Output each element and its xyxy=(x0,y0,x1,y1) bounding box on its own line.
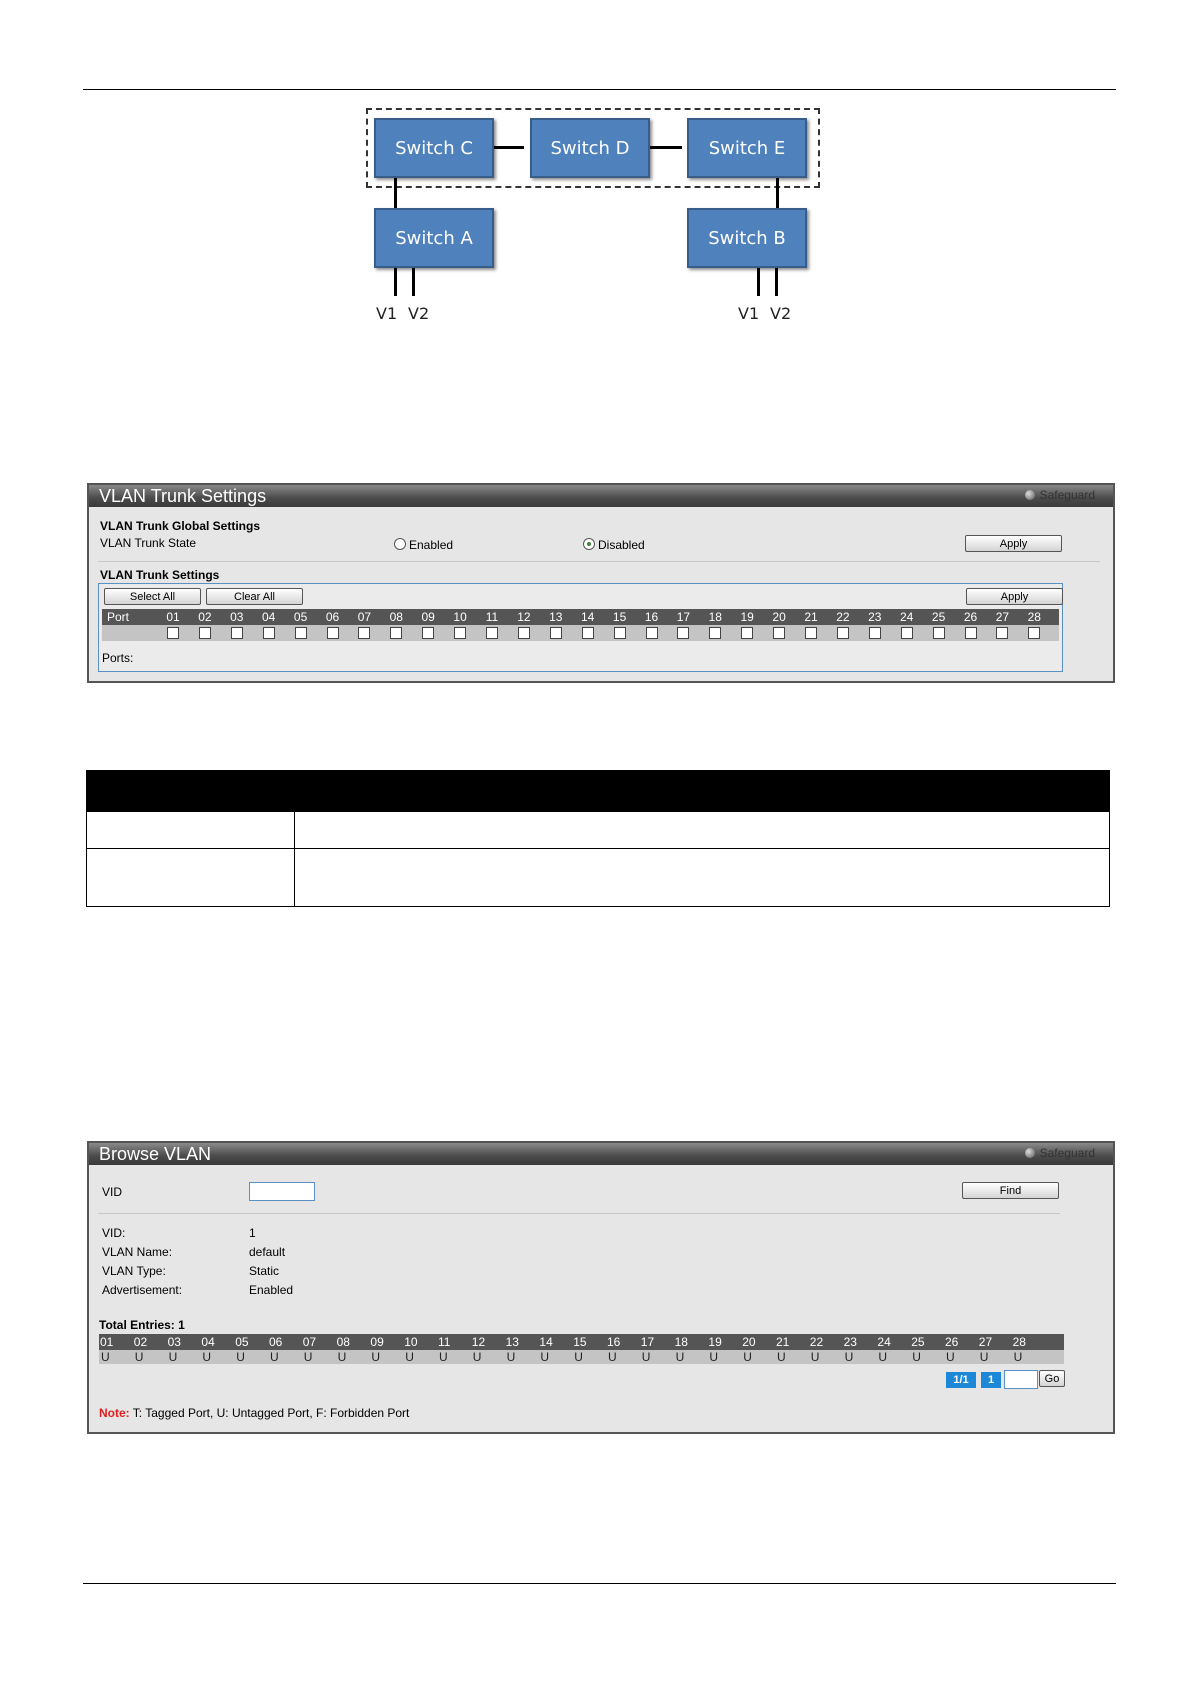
port-checkbox[interactable] xyxy=(486,627,498,639)
browse-port-value-row xyxy=(99,1350,1064,1364)
trunk-port-header: 27 xyxy=(995,610,1010,624)
browse-port-header: 15 xyxy=(573,1335,587,1349)
trunk-port-header: 25 xyxy=(931,610,946,624)
browse-port-value: U xyxy=(337,1350,347,1364)
port-checkbox[interactable] xyxy=(805,627,817,639)
trunk-port-header: 11 xyxy=(485,610,499,624)
apply-ports-button[interactable]: Apply xyxy=(966,588,1063,605)
port-checkbox[interactable] xyxy=(358,627,370,639)
browse-port-header: 25 xyxy=(911,1335,925,1349)
browse-port-header: 12 xyxy=(471,1335,486,1349)
browse-port-value: U xyxy=(810,1350,820,1364)
trunk-port-header: 15 xyxy=(612,610,627,624)
browse-port-header: 22 xyxy=(809,1335,824,1349)
info-vid-label: VID: xyxy=(102,1226,126,1240)
trunk-port-header: 12 xyxy=(517,610,531,624)
port-checkbox[interactable] xyxy=(901,627,913,639)
browse-port-header: 18 xyxy=(674,1335,688,1349)
port-checkbox[interactable] xyxy=(295,627,307,639)
safeguard-icon xyxy=(1025,490,1035,500)
table-row xyxy=(87,849,1110,907)
panel-title: VLAN Trunk Settings xyxy=(99,486,267,506)
port-line-a-v1 xyxy=(394,268,397,296)
vid-input[interactable] xyxy=(249,1182,315,1201)
browse-port-header: 03 xyxy=(167,1335,181,1349)
port-checkbox[interactable] xyxy=(869,627,881,639)
browse-port-value: U xyxy=(168,1350,178,1364)
trunk-ports-box xyxy=(98,583,1063,672)
note-label: Note: xyxy=(99,1406,130,1420)
browse-port-header: 28 xyxy=(1012,1335,1026,1349)
enabled-radio[interactable] xyxy=(394,538,406,550)
browse-port-value: U xyxy=(439,1350,448,1364)
browse-port-value: U xyxy=(405,1350,414,1364)
browse-port-value: U xyxy=(1013,1350,1023,1364)
trunk-port-header-row xyxy=(102,609,1059,625)
safeguard-icon xyxy=(1025,1148,1035,1158)
port-checkbox[interactable] xyxy=(327,627,339,639)
link-c-d xyxy=(492,146,524,149)
port-checkbox[interactable] xyxy=(837,627,849,639)
browse-port-value: U xyxy=(675,1350,685,1364)
browse-port-value: U xyxy=(709,1350,719,1364)
browse-port-value: U xyxy=(574,1350,583,1364)
trunk-port-header: 03 xyxy=(230,610,244,624)
safeguard-label: Safeguard xyxy=(1039,1146,1095,1160)
trunk-port-header: 09 xyxy=(421,610,435,624)
safeguard-label: Safeguard xyxy=(1039,488,1095,502)
info-name-value: default xyxy=(249,1245,286,1259)
panel-header xyxy=(89,1143,1113,1165)
switch-e: Switch E xyxy=(687,118,807,178)
trunk-port-header: 23 xyxy=(868,610,882,624)
panel-title: Browse VLAN xyxy=(99,1144,212,1164)
browse-port-header: 21 xyxy=(776,1335,790,1349)
browse-port-value: U xyxy=(641,1350,651,1364)
browse-port-header: 07 xyxy=(302,1335,317,1349)
browse-port-value: U xyxy=(912,1350,921,1364)
port-line-a-v2 xyxy=(412,268,415,296)
ports-label: Ports: xyxy=(102,651,134,665)
trunk-port-header: 02 xyxy=(198,610,212,624)
port-line-b-v2 xyxy=(775,268,778,296)
section-divider xyxy=(98,1213,1060,1214)
find-button[interactable]: Find xyxy=(962,1182,1059,1199)
trunk-port-header: 22 xyxy=(836,610,850,624)
parameter-table xyxy=(86,770,1110,907)
browse-port-header-row xyxy=(99,1334,1064,1350)
browse-port-header: 17 xyxy=(640,1335,655,1349)
port-checkbox[interactable] xyxy=(709,627,721,639)
clear-all-button[interactable]: Clear All xyxy=(206,588,303,605)
disabled-radio-label: Disabled xyxy=(598,538,645,552)
browse-port-header: 26 xyxy=(945,1335,959,1349)
info-vid-value: 1 xyxy=(249,1226,256,1240)
trunk-port-header: 07 xyxy=(357,610,372,624)
trunk-port-header: 17 xyxy=(676,610,691,624)
table-cell xyxy=(295,812,1110,849)
trunk-port-header: 18 xyxy=(708,610,722,624)
browse-port-header: 13 xyxy=(505,1335,519,1349)
browse-port-header: 06 xyxy=(269,1335,283,1349)
browse-port-value: U xyxy=(303,1350,313,1364)
port-checkbox[interactable] xyxy=(965,627,977,639)
footer-rule xyxy=(83,1583,1116,1584)
browse-port-header: 02 xyxy=(133,1335,148,1349)
vlan-label-b-v1: V1 xyxy=(738,304,760,323)
port-checkbox[interactable] xyxy=(199,627,211,639)
browse-port-value: U xyxy=(472,1350,482,1364)
info-type-value: Static xyxy=(249,1264,280,1278)
browse-port-header: 20 xyxy=(742,1335,756,1349)
browse-port-value: U xyxy=(777,1350,786,1364)
browse-port-header: 08 xyxy=(336,1335,350,1349)
vlan-label-a-v2: V2 xyxy=(408,304,430,323)
trunk-port-header: 04 xyxy=(262,610,276,624)
table-cell xyxy=(87,849,295,907)
trunk-port-header: 08 xyxy=(389,610,403,624)
trunk-port-checkbox-row xyxy=(102,625,1059,641)
browse-port-value: U xyxy=(844,1350,854,1364)
port-checkbox[interactable] xyxy=(550,627,562,639)
port-checkbox[interactable] xyxy=(996,627,1008,639)
browse-port-header: 27 xyxy=(978,1335,993,1349)
trunk-port-header: 26 xyxy=(963,610,978,624)
table-header-cell xyxy=(87,771,295,812)
vlan-label-b-v2: V2 xyxy=(770,304,792,323)
panel-header xyxy=(89,485,1113,507)
port-checkbox[interactable] xyxy=(933,627,945,639)
browse-vlan-panel xyxy=(87,1141,1115,1434)
link-d-e xyxy=(650,146,682,149)
table-header-row xyxy=(87,771,1110,812)
trunk-port-header: 16 xyxy=(644,610,659,624)
switch-a: Switch A xyxy=(374,208,494,268)
trunk-state-label: VLAN Trunk State xyxy=(100,536,197,550)
go-button[interactable]: Go xyxy=(1039,1370,1065,1387)
browse-port-value: U xyxy=(101,1350,110,1364)
port-checkbox[interactable] xyxy=(167,627,179,639)
browse-port-value: U xyxy=(979,1350,989,1364)
trunk-port-header: 06 xyxy=(325,610,340,624)
browse-port-value: U xyxy=(371,1350,381,1364)
vlan-trunk-settings-panel xyxy=(87,483,1115,683)
port-checkbox[interactable] xyxy=(582,627,594,639)
switch-b: Switch B xyxy=(687,208,807,268)
browse-port-header: 05 xyxy=(235,1335,249,1349)
trunk-settings-heading: VLAN Trunk Settings xyxy=(100,568,220,582)
browse-port-value: U xyxy=(608,1350,617,1364)
port-checkbox[interactable] xyxy=(741,627,753,639)
page-number-button[interactable]: 1 xyxy=(981,1372,1001,1388)
browse-port-header: 01 xyxy=(100,1335,114,1349)
safeguard-indicator xyxy=(1025,488,1095,502)
browse-port-header: 11 xyxy=(438,1335,451,1349)
trunk-port-header: 28 xyxy=(1027,610,1041,624)
total-entries: Total Entries: 1 xyxy=(99,1318,185,1332)
browse-port-value: U xyxy=(270,1350,279,1364)
header-rule xyxy=(83,89,1116,90)
disabled-radio[interactable] xyxy=(583,538,595,550)
safeguard-indicator xyxy=(1025,1146,1095,1160)
table-header-cell xyxy=(295,771,1110,812)
link-c-a xyxy=(394,178,397,210)
note-text: T: Tagged Port, U: Untagged Port, F: Forbidden Port xyxy=(132,1406,410,1420)
browse-port-header: 19 xyxy=(708,1335,722,1349)
port-checkbox[interactable] xyxy=(390,627,402,639)
browse-port-header: 24 xyxy=(877,1335,891,1349)
info-type-label: VLAN Type: xyxy=(102,1264,166,1278)
port-checkbox[interactable] xyxy=(773,627,785,639)
browse-port-value: U xyxy=(202,1350,212,1364)
port-checkbox[interactable] xyxy=(646,627,658,639)
port-checkbox[interactable] xyxy=(263,627,275,639)
browse-port-value: U xyxy=(946,1350,955,1364)
note xyxy=(99,1406,409,1420)
port-checkbox[interactable] xyxy=(231,627,243,639)
trunk-port-header: 13 xyxy=(549,610,563,624)
info-adv-label: Advertisement: xyxy=(102,1283,183,1297)
trunk-port-header: 01 xyxy=(166,610,180,624)
browse-port-header: 23 xyxy=(843,1335,857,1349)
browse-port-value: U xyxy=(540,1350,550,1364)
trunk-port-header: 24 xyxy=(900,610,914,624)
trunk-port-header: 14 xyxy=(581,610,595,624)
port-checkbox[interactable] xyxy=(518,627,530,639)
browse-port-header: 04 xyxy=(201,1335,215,1349)
network-diagram xyxy=(360,100,830,330)
trunk-port-header: 05 xyxy=(293,610,308,624)
global-settings-heading: VLAN Trunk Global Settings xyxy=(100,519,261,533)
section-divider xyxy=(98,561,1100,562)
browse-port-value: U xyxy=(236,1350,245,1364)
trunk-port-header: 19 xyxy=(740,610,754,624)
port-checkbox[interactable] xyxy=(677,627,689,639)
browse-port-header: 14 xyxy=(539,1335,553,1349)
trunk-port-header: 20 xyxy=(772,610,786,624)
link-e-b xyxy=(776,178,779,210)
browse-port-value: U xyxy=(743,1350,752,1364)
page-input[interactable] xyxy=(1004,1370,1038,1389)
browse-port-header: 10 xyxy=(404,1335,418,1349)
trunk-port-header: 10 xyxy=(453,610,467,624)
enabled-radio-label: Enabled xyxy=(409,538,454,552)
port-checkbox[interactable] xyxy=(422,627,434,639)
browse-port-value: U xyxy=(878,1350,888,1364)
browse-port-value: U xyxy=(134,1350,144,1364)
browse-port-header: 16 xyxy=(607,1335,621,1349)
table-cell xyxy=(295,849,1110,907)
vlan-label-a-v1: V1 xyxy=(376,304,398,323)
trunk-port-header: 21 xyxy=(804,610,818,624)
table-row xyxy=(87,812,1110,849)
info-adv-value: Enabled xyxy=(249,1283,294,1297)
info-name-label: VLAN Name: xyxy=(102,1245,173,1259)
browse-port-value: U xyxy=(506,1350,516,1364)
vid-label: VID xyxy=(102,1185,123,1199)
page-indicator: 1/1 xyxy=(946,1372,976,1388)
browse-port-header: 09 xyxy=(370,1335,384,1349)
port-checkbox[interactable] xyxy=(454,627,466,639)
port-checkbox[interactable] xyxy=(1028,627,1040,639)
select-all-button[interactable]: Select All xyxy=(104,588,201,605)
port-line-b-v1 xyxy=(757,268,760,296)
apply-global-button[interactable]: Apply xyxy=(965,535,1062,552)
switch-d: Switch D xyxy=(530,118,650,178)
table-cell xyxy=(87,812,295,849)
switch-c: Switch C xyxy=(374,118,494,178)
port-header-label: Port xyxy=(107,610,130,624)
port-checkbox[interactable] xyxy=(614,627,626,639)
